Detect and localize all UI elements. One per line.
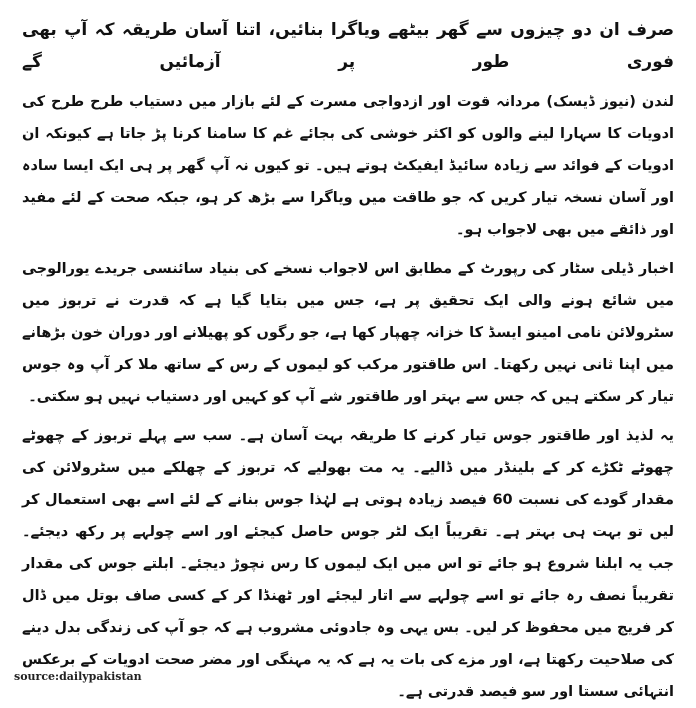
source-credit: source:dailypakistan (14, 670, 142, 683)
article-paragraph-3: یہ لذیذ اور طاقتور جوس تیار کرنے کا طریقہ بہت آسان ہے۔ سب سے پہلے تربوز کے چھوٹے چھوٹے ٹکڑے کر کے بلینڈر میں ڈالیے۔ یہ مت بھولیے کہ تربوز کے چھلکے میں سٹرولائن کی مقدار گودے کی نسبت 60 فیصد زیادہ ہوتی ہے لہٰذا جوس بنانے کے لئے اسے بھی استعمال کر لیں تو بہت ہی بہتر ہے۔ تقریباً ایک لٹر جوس حاصل کیجئے اور اسے چولہے پر رکھ دیجئے۔ جب یہ ابلنا شروع ہو جائے تو اس میں ایک لیموں کا رس نچوڑ دیجئے۔ ابلتے جوس کی مقدار تقریباً نصف رہ جائے تو اسے چولہے سے اتار لیجئے اور ٹھنڈا کر کے کسی صاف بوتل میں ڈال کر فریج میں محفوظ کر لیں۔ بس یہی وہ جادوئی مشروب ہے کہ جو آپ کی زندگی بدل دینے کی صلاحیت رکھتا ہے، اور مزے کی بات یہ ہے کہ یہ مہنگی اور مضر صحت ادویات کے برعکس انتہائی سستا اور سو فیصد قدرتی ہے۔ (22, 428, 674, 700)
article-paragraph-2: اخبار ڈیلی سٹار کی رپورٹ کے مطابق اس لاجواب نسخے کی بنیاد سائنسی جریدے یورالوجی میں شائع ہونے والی ایک تحقیق پر ہے، جس میں بتایا گیا ہے کہ قدرت نے تربوز میں سٹرولائن نامی امینو ایسڈ کا خزانہ چھپار کھا ہے، جو رگوں کو پھیلانے اور دوران خون بڑھانے میں اپنا ثانی نہیں رکھتا۔ اس طاقتور مرکب کو لیموں کے رس کے ساتھ ملا کر آپ وہ جوس تیار کر سکتے ہیں کہ جس سے بہتر اور طاقتور شے آپ کو کہیں اور دستیاب نہیں ہو سکتی۔ (22, 261, 674, 405)
article-headline: صرف ان دو چیزوں سے گھر بیٹھے ویاگرا بنائیں، اتنا آسان طریقہ کہ آپ بھی فوری طور پر آزمائیں گے (22, 20, 674, 72)
article-paragraph-1: لندن (نیوز ڈیسک) مردانہ قوت اور ازدواجی مسرت کے لئے بازار میں دستیاب طرح طرح کی ادویات کا سہارا لینے والوں کو اکثر خوشی کی بجائے غم کا سامنا کرنا پڑ جاتا ہے کیونکہ ان ادویات کے فوائد سے زیادہ سائیڈ ایفیکٹ ہوتے ہیں۔ تو کیوں نہ آپ گھر پر ہی ایک ایسا سادہ اور آسان نسخہ تیار کریں کہ جو طاقت میں ویاگرا سے بڑھ کر ہو، جبکہ صحت کے لئے مفید اور ذائقے میں بھی لاجواب ہو۔ (22, 94, 674, 238)
